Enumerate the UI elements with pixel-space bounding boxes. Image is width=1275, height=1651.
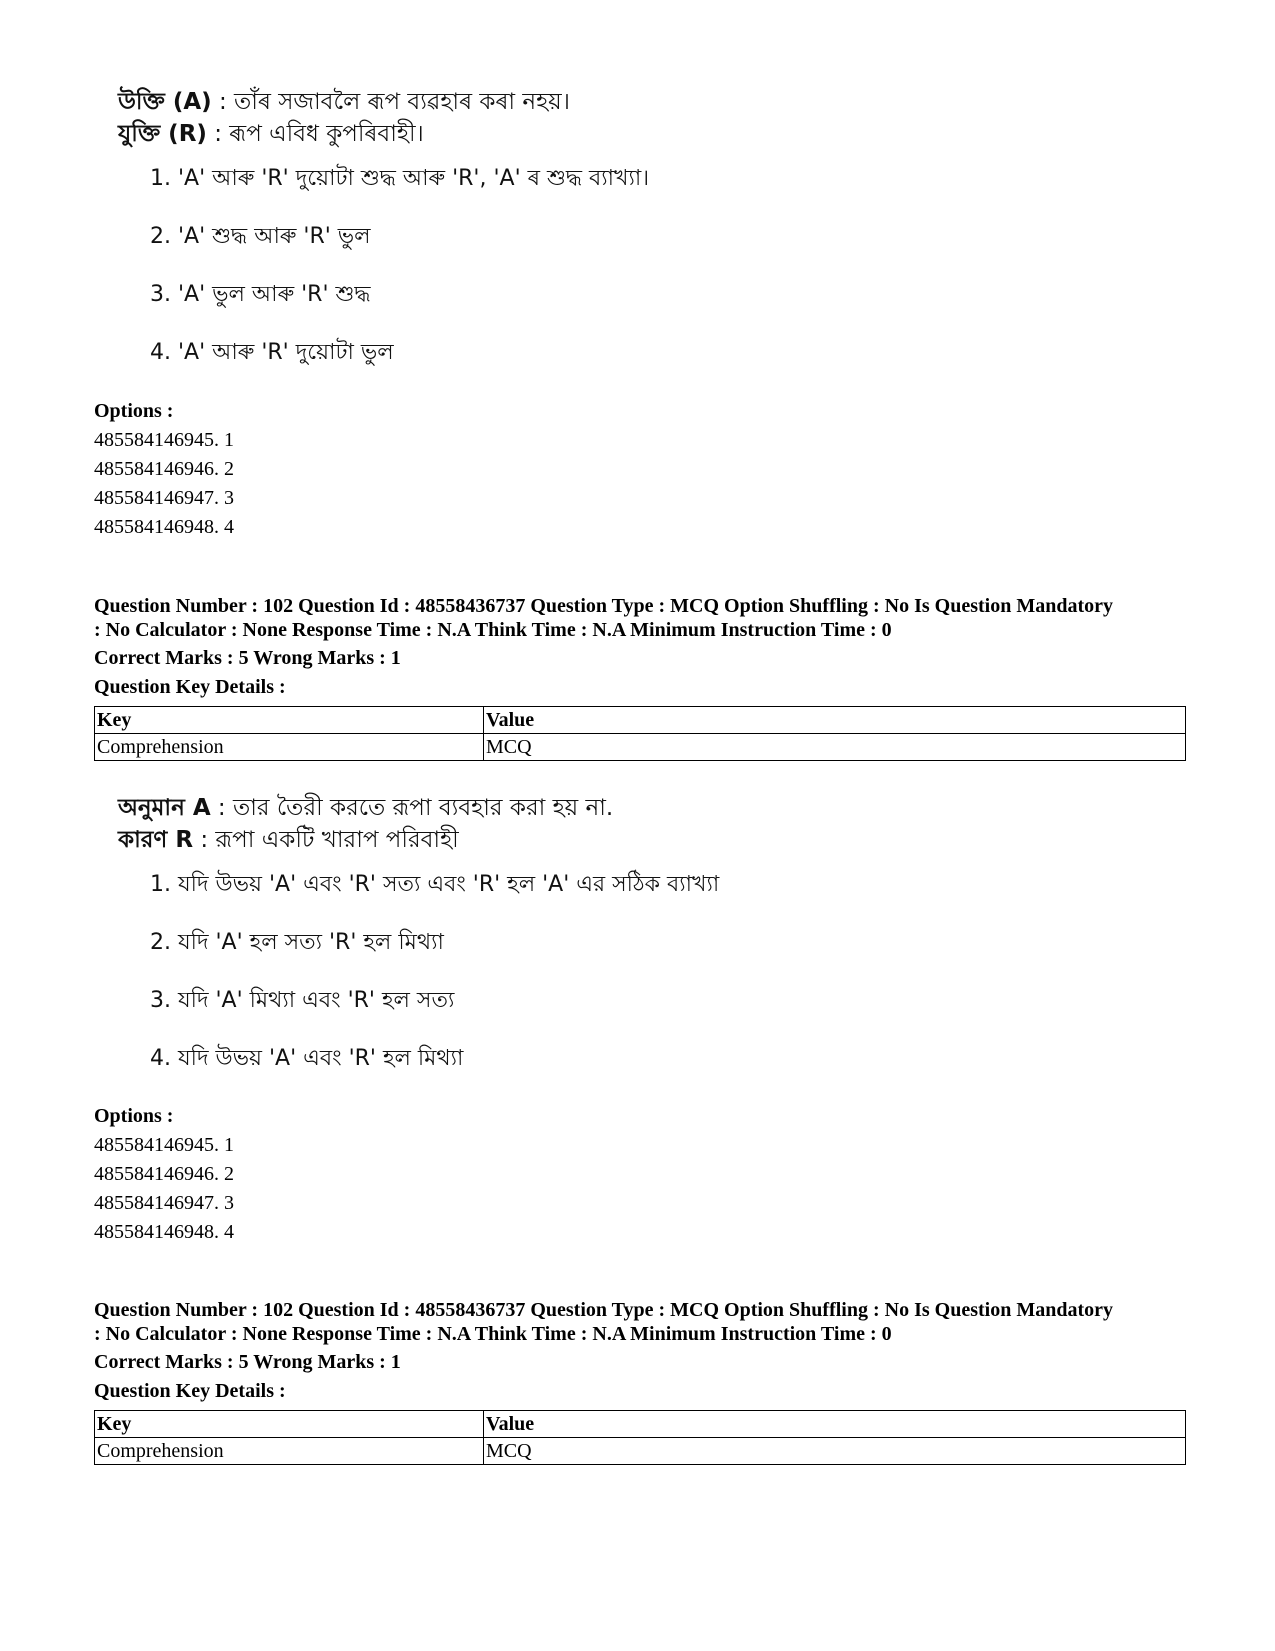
options-list [94, 1131, 1186, 1247]
assertion-label: উক্তি (A) [118, 89, 212, 115]
assertion-label: অনুমান A [118, 795, 211, 821]
option-item: 485584146948. 4 [94, 1221, 234, 1243]
answer-choice: 3. যদি 'A' মিথ্যা এবং 'R' হল সত্য [150, 988, 455, 1013]
options-section [94, 397, 1186, 542]
options-section [94, 1102, 1186, 1247]
option-item: 485584146945. 1 [94, 1134, 234, 1156]
answer-choice: 1. 'A' আৰু 'R' দুয়োটা শুদ্ধ আৰু 'R', 'A' ৰ শুদ্ধ ব্যাখ্যা। [150, 166, 650, 191]
answer-choices [150, 164, 649, 396]
question-meta-line-1: Question Number : 102 Question Id : 48558436737 Question Type : MCQ Option Shuffling : No Is Question Mandatory [94, 1299, 1113, 1321]
question-meta-section [94, 594, 1186, 761]
options-heading: Options : [94, 1105, 174, 1127]
question-meta-line-2: : No Calculator : None Response Time : N.A Think Time : N.A Minimum Instruction Time : 0 [94, 1323, 892, 1345]
options-heading: Options : [94, 400, 174, 422]
key-details-table [94, 1410, 1186, 1465]
options-list [94, 426, 1186, 542]
table-header-value: Value [484, 707, 1186, 734]
table-header-row [95, 1411, 1186, 1438]
answer-choice: 3. 'A' ভুল আৰু 'R' শুদ্ধ [150, 282, 371, 307]
answer-choice: 4. যদি উভয় 'A' এবং 'R' হল মিথ্যা [150, 1046, 464, 1071]
reason-line [118, 118, 649, 150]
table-header-key: Key [95, 1411, 484, 1438]
assertion-line [118, 792, 719, 824]
assertion-text: : তাঁৰ সজাবলৈ ৰূপ ব্যৱহাৰ কৰা নহয়। [211, 89, 570, 115]
reason-text: : রূপা একটি খারাপ পরিবাহী [193, 827, 459, 853]
table-row [95, 1438, 1186, 1465]
table-cell-key: Comprehension [95, 734, 484, 761]
option-item: 485584146947. 3 [94, 1192, 234, 1214]
table-cell-key: Comprehension [95, 1438, 484, 1465]
assertion-text: : তার তৈরী করতে রূপা ব্যবহার করা হয় না. [210, 795, 614, 821]
answer-choice: 2. 'A' শুদ্ধ আৰু 'R' ভুল [150, 224, 371, 249]
marks-line: Correct Marks : 5 Wrong Marks : 1 [94, 647, 401, 669]
table-header-key: Key [95, 707, 484, 734]
question-meta-line-1: Question Number : 102 Question Id : 48558436737 Question Type : MCQ Option Shuffling : No Is Question Mandatory [94, 595, 1113, 617]
answer-choice: 1. যদি উভয় 'A' এবং 'R' সত্য এবং 'R' হল 'A' এর সঠিক ব্যাখ্যা [150, 872, 720, 897]
question-meta-line-2: : No Calculator : None Response Time : N.A Think Time : N.A Minimum Instruction Time : 0 [94, 619, 892, 641]
key-details-heading: Question Key Details : [94, 1380, 286, 1402]
table-cell-value: MCQ [484, 1438, 1186, 1465]
table-row [95, 734, 1186, 761]
assertion-line [118, 86, 649, 118]
reason-label: যুক্তি (R) [118, 121, 207, 147]
answer-choice: 4. 'A' আৰু 'R' দুয়োটা ভুল [150, 340, 394, 365]
marks-line: Correct Marks : 5 Wrong Marks : 1 [94, 1351, 401, 1373]
table-header-row [95, 707, 1186, 734]
key-details-table [94, 706, 1186, 761]
answer-choice: 2. যদি 'A' হল সত্য 'R' হল মিথ্যা [150, 930, 444, 955]
reason-line [118, 824, 719, 856]
option-item: 485584146946. 2 [94, 458, 234, 480]
option-item: 485584146945. 1 [94, 429, 234, 451]
reason-label: কারণ R [118, 827, 194, 853]
option-item: 485584146948. 4 [94, 516, 234, 538]
table-header-value: Value [484, 1411, 1186, 1438]
question-image-bengali [118, 792, 719, 1102]
question-image-assamese [118, 86, 649, 396]
reason-text: : ৰূপ এবিধ কুপৰিবাহী। [206, 121, 424, 147]
answer-choices [150, 870, 719, 1102]
key-details-heading: Question Key Details : [94, 676, 286, 698]
option-item: 485584146946. 2 [94, 1163, 234, 1185]
option-item: 485584146947. 3 [94, 487, 234, 509]
table-cell-value: MCQ [484, 734, 1186, 761]
question-meta-section [94, 1298, 1186, 1465]
